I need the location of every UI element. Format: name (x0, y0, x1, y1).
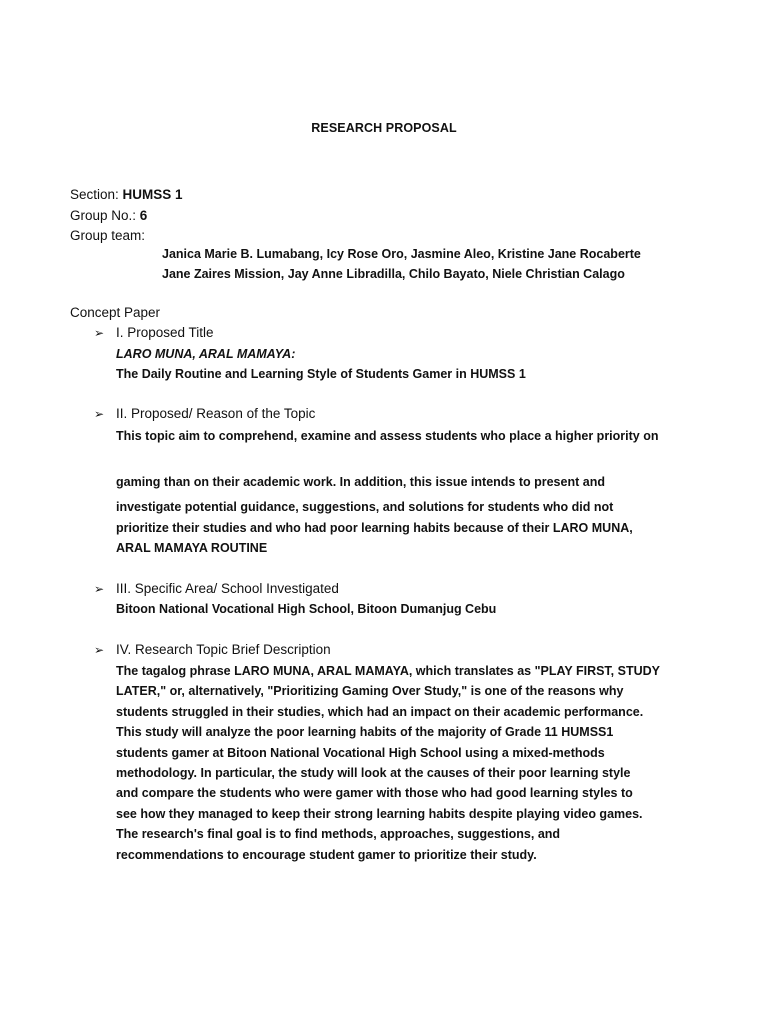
area-heading-text: III. Specific Area/ School Investigated (116, 581, 339, 596)
reason-line-2: gaming than on their academic work. In addition, this issue intends to present and (116, 475, 605, 489)
section-line (70, 186, 183, 204)
team-members-line-1: Janica Marie B. Lumabang, Icy Rose Oro, Jasmine Aleo, Kristine Jane Rocaberte (162, 247, 641, 261)
group-no-value: 6 (139, 208, 148, 223)
reason-line-1: This topic aim to comprehend, examine and assess students who place a higher priority on (116, 429, 659, 443)
group-no-label: Group No.: (70, 208, 137, 223)
description-line: and compare the students who were gamer with those who had good learning styles to (116, 786, 633, 800)
description-line: students gamer at Bitoon National Vocational High School using a mixed-methods (116, 746, 605, 760)
description-line: methodology. In particular, the study will look at the causes of their poor learning style (116, 766, 631, 780)
area-heading (94, 580, 339, 598)
description-line: recommendations to encourage student gamer to prioritize their study. (116, 848, 537, 862)
reason-line-3: investigate potential guidance, suggestions, and solutions for students who did not (116, 500, 614, 514)
arrow-bullet-icon: ➢ (94, 582, 105, 596)
arrow-bullet-icon: ➢ (94, 326, 105, 340)
description-line: This study will analyze the poor learning habits of the majority of Grade 11 HUMSS1 (116, 725, 614, 739)
team-members-line-2: Jane Zaires Mission, Jay Anne Libradilla, Chilo Bayato, Niele Christian Calago (162, 267, 625, 281)
reason-heading-text: II. Proposed/ Reason of the Topic (116, 406, 316, 421)
description-line: The research's final goal is to find methods, approaches, suggestions, and (116, 827, 561, 841)
document-title: RESEARCH PROPOSAL (311, 121, 457, 135)
description-heading (94, 641, 331, 659)
description-line: LATER," or, alternatively, "Prioritizing Gaming Over Study," is one of the reasons why (116, 684, 624, 698)
reason-line-5: ARAL MAMAYA ROUTINE (116, 541, 268, 555)
section-label: Section: (70, 187, 119, 202)
arrow-bullet-icon: ➢ (94, 643, 105, 657)
proposed-title-heading (94, 324, 214, 342)
description-heading-text: IV. Research Topic Brief Description (116, 642, 331, 657)
proposed-title-heading-text: I. Proposed Title (116, 325, 214, 340)
description-line: see how they managed to keep their strong learning habits despite playing video games. (116, 807, 643, 821)
reason-line-4: prioritize their studies and who had poor learning habits because of their LARO MUNA, (116, 521, 633, 535)
area-line-1: Bitoon National Vocational High School, Bitoon Dumanjug Cebu (116, 602, 497, 616)
description-line: students struggled in their studies, which had an impact on their academic performance. (116, 705, 644, 719)
proposed-title-line-2: The Daily Routine and Learning Style of Students Gamer in HUMSS 1 (116, 367, 526, 381)
section-value: HUMSS 1 (122, 187, 183, 202)
reason-heading (94, 405, 315, 423)
arrow-bullet-icon: ➢ (94, 407, 105, 421)
group-team-label: Group team: (70, 228, 146, 243)
concept-paper-label: Concept Paper (70, 305, 161, 320)
proposed-title-line-1: LARO MUNA, ARAL MAMAYA: (116, 347, 296, 361)
description-line: The tagalog phrase LARO MUNA, ARAL MAMAYA, which translates as "PLAY FIRST, STUDY (116, 664, 660, 678)
group-no-line (70, 207, 147, 225)
